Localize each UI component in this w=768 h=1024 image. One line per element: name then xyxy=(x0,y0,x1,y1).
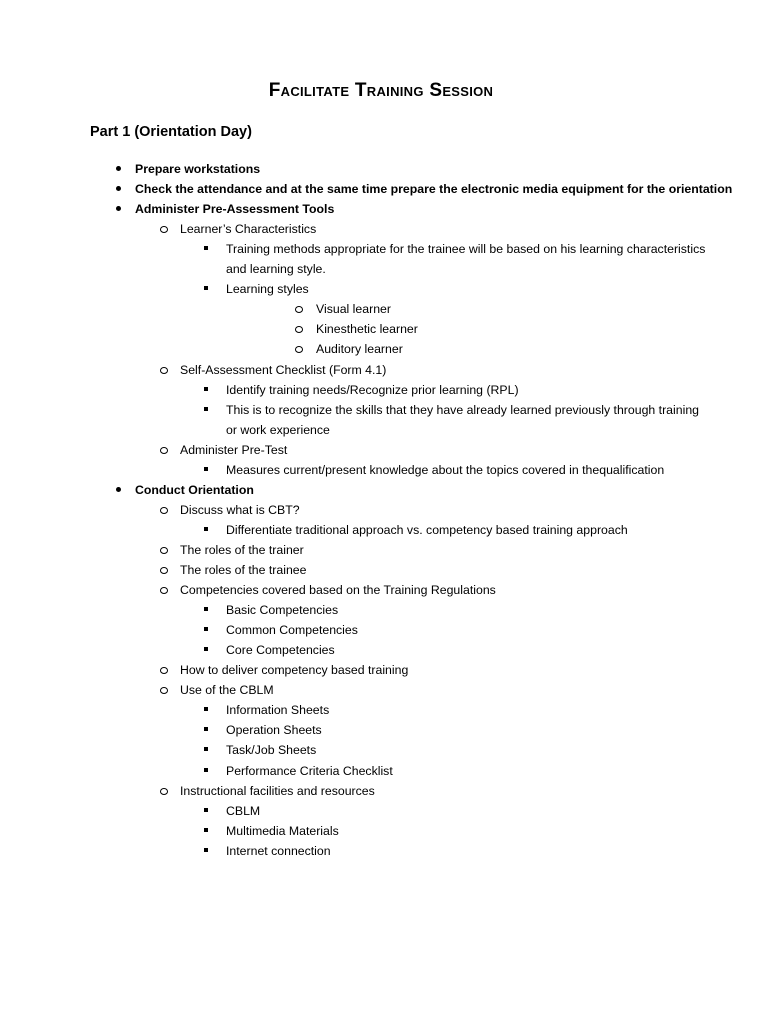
outline-item-level-3: Internet connection xyxy=(226,844,331,858)
outline-item-level-3: Learning styles xyxy=(226,282,309,296)
outline-item-level-2: Competencies covered based on the Training Regulations xyxy=(180,583,496,597)
bullet-circle-icon xyxy=(160,788,168,795)
section-heading: Part 1 (Orientation Day) xyxy=(90,124,252,140)
outline-item-level-1: Check the attendance and at the same time prepare the electronic media equipment for the orientation xyxy=(135,182,733,196)
bullet-circle-icon xyxy=(160,507,168,514)
bullet-square-icon xyxy=(204,848,208,852)
bullet-square-icon xyxy=(204,286,208,290)
outline-item-level-3: This is to recognize the skills that they have already learned previously through training xyxy=(226,403,700,417)
outline-item-level-3: Basic Competencies xyxy=(226,603,339,617)
outline-item-level-2: Discuss what is CBT? xyxy=(180,503,300,517)
outline-item-level-1: Prepare workstations xyxy=(135,162,261,176)
bullet-circle-icon xyxy=(295,306,303,313)
bullet-circle-icon xyxy=(160,687,168,694)
outline-item-level-2: The roles of the trainee xyxy=(180,563,307,577)
bullet-square-icon xyxy=(204,527,208,531)
bullet-square-icon xyxy=(204,647,208,651)
outline-item-level-3: Common Competencies xyxy=(226,623,358,637)
bullet-square-icon xyxy=(204,607,208,611)
bullet-square-icon xyxy=(204,727,208,731)
bullet-square-icon xyxy=(204,707,208,711)
bullet-square-icon xyxy=(204,407,208,411)
document-title: Facilitate Training Session xyxy=(268,80,494,101)
bullet-square-icon xyxy=(204,828,208,832)
bullet-square-icon xyxy=(204,768,208,772)
outline-item-level-4: Kinesthetic learner xyxy=(316,322,418,336)
bullet-dot-icon xyxy=(116,487,121,492)
bullet-dot-icon xyxy=(116,166,121,171)
outline-item-level-2: The roles of the trainer xyxy=(180,543,304,557)
outline-item-level-3: and learning style. xyxy=(226,262,326,276)
outline-item-level-2: Use of the CBLM xyxy=(180,683,274,697)
bullet-circle-icon xyxy=(160,567,168,574)
bullet-dot-icon xyxy=(116,186,121,191)
bullet-circle-icon xyxy=(160,226,168,233)
outline-item-level-3: Performance Criteria Checklist xyxy=(226,764,393,778)
outline-item-level-4: Visual learner xyxy=(316,302,391,316)
bullet-square-icon xyxy=(204,387,208,391)
outline-item-level-2: Administer Pre-Test xyxy=(180,443,288,457)
outline-item-level-3: Operation Sheets xyxy=(226,723,322,737)
outline-item-level-2: Learner’s Characteristics xyxy=(180,222,317,236)
bullet-square-icon xyxy=(204,747,208,751)
bullet-dot-icon xyxy=(116,206,121,211)
bullet-square-icon xyxy=(204,627,208,631)
outline-item-level-3: CBLM xyxy=(226,804,261,818)
outline-item-level-4: Auditory learner xyxy=(316,342,403,356)
outline-item-level-3: Multimedia Materials xyxy=(226,824,339,838)
bullet-circle-icon xyxy=(295,346,303,353)
outline-item-level-3: Measures current/present knowledge about the topics covered in thequalification xyxy=(226,463,665,477)
outline-item-level-3: Training methods appropriate for the trainee will be based on his learning characteristics xyxy=(226,242,706,256)
bullet-square-icon xyxy=(204,246,208,250)
outline-item-level-3: Identify training needs/Recognize prior learning (RPL) xyxy=(226,383,519,397)
outline-item-level-2: Self-Assessment Checklist (Form 4.1) xyxy=(180,363,387,377)
bullet-square-icon xyxy=(204,467,208,471)
outline-item-level-1: Administer Pre-Assessment Tools xyxy=(135,202,335,216)
bullet-circle-icon xyxy=(160,667,168,674)
outline-item-level-2: Instructional facilities and resources xyxy=(180,784,375,798)
outline-item-level-2: How to deliver competency based training xyxy=(180,663,409,677)
bullet-square-icon xyxy=(204,808,208,812)
outline-item-level-3: Differentiate traditional approach vs. competency based training approach xyxy=(226,523,628,537)
outline-item-level-3: Core Competencies xyxy=(226,643,335,657)
bullet-circle-icon xyxy=(160,447,168,454)
outline-item-level-1: Conduct Orientation xyxy=(135,483,254,497)
bullet-circle-icon xyxy=(160,367,168,374)
bullet-circle-icon xyxy=(295,326,303,333)
outline-item-level-3: Task/Job Sheets xyxy=(226,743,317,757)
bullet-circle-icon xyxy=(160,547,168,554)
outline-item-level-3: or work experience xyxy=(226,423,330,437)
bullet-circle-icon xyxy=(160,587,168,594)
outline-item-level-3: Information Sheets xyxy=(226,703,330,717)
